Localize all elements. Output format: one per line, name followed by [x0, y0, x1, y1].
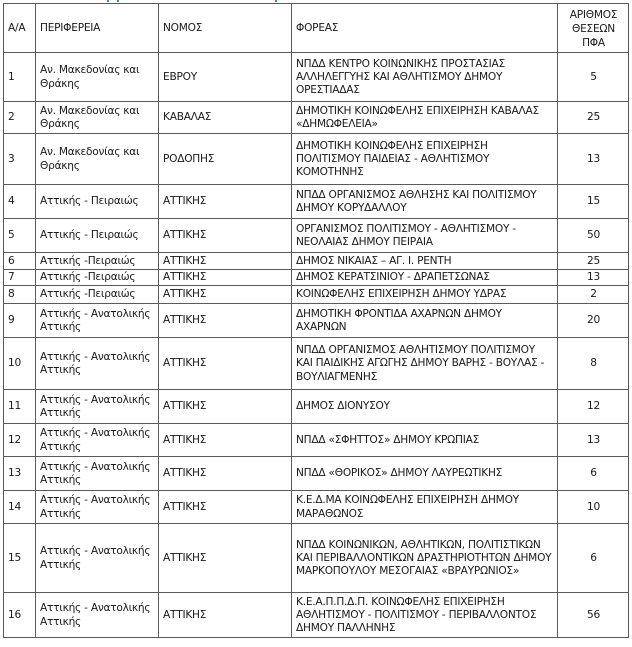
- header-nomos: ΝΟΜΟΣ: [159, 4, 292, 53]
- cell-perifereia: Αν. Μακεδονίας και Θράκης: [36, 53, 159, 102]
- cell-foreas: ΔΗΜΟΤΙΚΗ ΚΟΙΝΩΦΕΛΗΣ ΕΠΙΧΕΙΡΗΣΗ ΠΟΛΙΤΙΣΜΟΥ ΠΑΙΔΕΙΑΣ - ΑΘΛΗΤΙΣΜΟΥ ΚΟΜΟΤΗΝΗΣ: [292, 134, 558, 185]
- cell-arithmos: 6: [558, 524, 629, 593]
- cell-aa: 15: [4, 524, 36, 593]
- cell-nomos: ΑΤΤΙΚΗΣ: [159, 286, 292, 304]
- cell-nomos: ΑΤΤΙΚΗΣ: [159, 253, 292, 270]
- cell-nomos: ΑΤΤΙΚΗΣ: [159, 390, 292, 424]
- cell-nomos: ΑΤΤΙΚΗΣ: [159, 424, 292, 457]
- cell-arithmos: 2: [558, 286, 629, 304]
- cell-aa: 14: [4, 491, 36, 524]
- cell-aa: 13: [4, 457, 36, 491]
- cell-aa: 3: [4, 134, 36, 185]
- header-arithmos-theseon: ΑΡΙΘΜΟΣ ΘΕΣΕΩΝ ΠΦΑ: [558, 4, 629, 53]
- cell-perifereia: Αττικής - Ανατολικής Αττικής: [36, 524, 159, 593]
- cell-nomos: ΑΤΤΙΚΗΣ: [159, 457, 292, 491]
- cell-arithmos: 15: [558, 185, 629, 219]
- cell-foreas: Κ.Ε.Α.Π.Π.Δ.Π. ΚΟΙΝΩΦΕΛΗΣ ΕΠΙΧΕΙΡΗΣΗ ΑΘΛΗΤΙΣΜΟΥ - ΠΟΛΙΤΙΣΜΟΥ - ΠΕΡΙΒΑΛΛΟΝΤΟΣ ΔΗΜΟΥ ΠΑΛΛΗΝΗΣ: [292, 593, 558, 638]
- cell-perifereia: Αττικής -Πειραιώς: [36, 270, 159, 286]
- table-row: [4, 304, 629, 338]
- cell-foreas: ΚΟΙΝΩΦΕΛΗΣ ΕΠΙΧΕΙΡΗΣΗ ΔΗΜΟΥ ΥΔΡΑΣ: [292, 286, 558, 304]
- cell-foreas: ΝΠΔΔ «ΘΟΡΙΚΟΣ» ΔΗΜΟΥ ΛΑΥΡΕΩΤΙΚΗΣ: [292, 457, 558, 491]
- cell-perifereia: Αν. Μακεδονίας και Θράκης: [36, 134, 159, 185]
- cell-foreas: Κ.Ε.Δ.ΜΑ ΚΟΙΝΩΦΕΛΗΣ ΕΠΙΧΕΙΡΗΣΗ ΔΗΜΟΥ ΜΑΡΑΘΩΝΟΣ: [292, 491, 558, 524]
- cell-perifereia: Αττικής - Ανατολικής Αττικής: [36, 304, 159, 338]
- header-perifereia: ΠΕΡΙΦΕΡΕΙΑ: [36, 4, 159, 53]
- table-row: [4, 491, 629, 524]
- cell-arithmos: 56: [558, 593, 629, 638]
- cell-nomos: ΑΤΤΙΚΗΣ: [159, 593, 292, 638]
- header-aa: Α/Α: [4, 4, 36, 53]
- cell-aa: 1: [4, 53, 36, 102]
- cell-aa: 7: [4, 270, 36, 286]
- cell-arithmos: 13: [558, 270, 629, 286]
- cell-nomos: ΑΤΤΙΚΗΣ: [159, 524, 292, 593]
- cell-nomos: ΑΤΤΙΚΗΣ: [159, 185, 292, 219]
- cell-aa: 2: [4, 102, 36, 134]
- table-row: [4, 424, 629, 457]
- cell-arithmos: 20: [558, 304, 629, 338]
- cell-foreas: ΝΠΔΔ ΟΡΓΑΝΙΣΜΟΣ ΑΘΛΗΤΙΣΜΟΥ ΠΟΛΙΤΙΣΜΟΥ ΚΑΙ ΠΑΙΔΙΚΗΣ ΑΓΩΓΗΣ ΔΗΜΟΥ ΒΑΡΗΣ - ΒΟΥΛΑΣ - ΒΟΥΛΙΑΓΜΕΝΗΣ: [292, 338, 558, 390]
- cell-arithmos: 10: [558, 491, 629, 524]
- positions-table: [3, 3, 629, 638]
- cell-aa: 9: [4, 304, 36, 338]
- cell-perifereia: Αττικής - Πειραιώς: [36, 185, 159, 219]
- cell-nomos: ΚΑΒΑΛΑΣ: [159, 102, 292, 134]
- table-row: [4, 286, 629, 304]
- cell-foreas: ΔΗΜΟΣ ΚΕΡΑΤΣΙΝΙΟΥ - ΔΡΑΠΕΤΣΩΝΑΣ: [292, 270, 558, 286]
- cell-perifereia: Αττικής - Ανατολικής Αττικής: [36, 457, 159, 491]
- cell-aa: 6: [4, 253, 36, 270]
- cell-arithmos: 8: [558, 338, 629, 390]
- table-row: [4, 185, 629, 219]
- table-row: [4, 524, 629, 593]
- table-row: [4, 134, 629, 185]
- table-row: [4, 338, 629, 390]
- cell-perifereia: Αττικής - Ανατολικής Αττικής: [36, 593, 159, 638]
- cell-perifereia: Αττικής - Ανατολικής Αττικής: [36, 424, 159, 457]
- cell-nomos: ΑΤΤΙΚΗΣ: [159, 270, 292, 286]
- cell-aa: 10: [4, 338, 36, 390]
- table-row: [4, 457, 629, 491]
- cell-nomos: ΡΟΔΟΠΗΣ: [159, 134, 292, 185]
- table-row: [4, 53, 629, 102]
- cell-foreas: ΔΗΜΟΣ ΔΙΟΝΥΣΟΥ: [292, 390, 558, 424]
- cell-aa: 8: [4, 286, 36, 304]
- table-row: [4, 102, 629, 134]
- cell-aa: 5: [4, 219, 36, 253]
- header-foreas: ΦΟΡΕΑΣ: [292, 4, 558, 53]
- table-row: [4, 270, 629, 286]
- cell-perifereia: Αττικής -Πειραιώς: [36, 253, 159, 270]
- cell-foreas: ΝΠΔΔ «ΣΦΗΤΤΟΣ» ΔΗΜΟΥ ΚΡΩΠΙΑΣ: [292, 424, 558, 457]
- cell-foreas: ΔΗΜΟΤΙΚΗ ΦΡΟΝΤΙΔΑ ΑΧΑΡΝΩΝ ΔΗΜΟΥ ΑΧΑΡΝΩΝ: [292, 304, 558, 338]
- cell-nomos: ΑΤΤΙΚΗΣ: [159, 219, 292, 253]
- cell-perifereia: Αττικής - Ανατολικής Αττικής: [36, 338, 159, 390]
- cell-nomos: ΕΒΡΟΥ: [159, 53, 292, 102]
- cell-arithmos: 25: [558, 253, 629, 270]
- cell-aa: 11: [4, 390, 36, 424]
- cell-arithmos: 13: [558, 134, 629, 185]
- cell-perifereia: Αττικής - Ανατολικής Αττικής: [36, 491, 159, 524]
- cell-perifereia: Αττικής - Πειραιώς: [36, 219, 159, 253]
- cell-arithmos: 13: [558, 424, 629, 457]
- table-header-row: [4, 4, 629, 53]
- cell-nomos: ΑΤΤΙΚΗΣ: [159, 338, 292, 390]
- cell-arithmos: 50: [558, 219, 629, 253]
- cell-foreas: ΔΗΜΟΣ ΝΙΚΑΙΑΣ – ΑΓ. Ι. ΡΕΝΤΗ: [292, 253, 558, 270]
- cell-aa: 16: [4, 593, 36, 638]
- cell-perifereia: Αττικής -Πειραιώς: [36, 286, 159, 304]
- cell-foreas: ΝΠΔΔ ΟΡΓΑΝΙΣΜΟΣ ΑΘΛΗΣΗΣ ΚΑΙ ΠΟΛΙΤΙΣΜΟΥ ΔΗΜΟΥ ΚΟΡΥΔΑΛΛΟΥ: [292, 185, 558, 219]
- cell-arithmos: 12: [558, 390, 629, 424]
- cell-nomos: ΑΤΤΙΚΗΣ: [159, 491, 292, 524]
- table-row: [4, 390, 629, 424]
- cell-arithmos: 5: [558, 53, 629, 102]
- cell-nomos: ΑΤΤΙΚΗΣ: [159, 304, 292, 338]
- cell-foreas: ΝΠΔΔ ΚΟΙΝΩΝΙΚΩΝ, ΑΘΛΗΤΙΚΩΝ, ΠΟΛΙΤΙΣΤΙΚΩΝ ΚΑΙ ΠΕΡΙΒΑΛΛΟΝΤΙΚΩΝ ΔΡΑΣΤΗΡΙΟΤΗΤΩΝ ΔΗΜΟΥ ΜΑΡΚΟΠΟΥΛΟΥ ΜΕΣΟΓΑΙΑΣ «ΒΡΑΥΡΩΝΙΟΣ»: [292, 524, 558, 593]
- cell-foreas: ΔΗΜΟΤΙΚΗ ΚΟΙΝΩΦΕΛΗΣ ΕΠΙΧΕΙΡΗΣΗ ΚΑΒΑΛΑΣ «ΔΗΜΩΦΕΛΕΙΑ»: [292, 102, 558, 134]
- table-row: [4, 253, 629, 270]
- table-row: [4, 219, 629, 253]
- cell-foreas: ΝΠΔΔ ΚΕΝΤΡΟ ΚΟΙΝΩΝΙΚΗΣ ΠΡΟΣΤΑΣΙΑΣ ΑΛΛΗΛΕΓΓΥΗΣ ΚΑΙ ΑΘΛΗΤΙΣΜΟΥ ΔΗΜΟΥ ΟΡΕΣΤΙΑΔΑΣ: [292, 53, 558, 102]
- cell-arithmos: 6: [558, 457, 629, 491]
- cell-arithmos: 25: [558, 102, 629, 134]
- table-row: [4, 593, 629, 638]
- cell-perifereia: Αν. Μακεδονίας και Θράκης: [36, 102, 159, 134]
- cell-aa: 4: [4, 185, 36, 219]
- cell-aa: 12: [4, 424, 36, 457]
- cell-foreas: ΟΡΓΑΝΙΣΜΟΣ ΠΟΛΙΤΙΣΜΟΥ - ΑΘΛΗΤΙΣΜΟΥ - ΝΕΟΛΑΙΑΣ ΔΗΜΟΥ ΠΕΙΡΑΙΑ: [292, 219, 558, 253]
- cell-perifereia: Αττικής - Ανατολικής Αττικής: [36, 390, 159, 424]
